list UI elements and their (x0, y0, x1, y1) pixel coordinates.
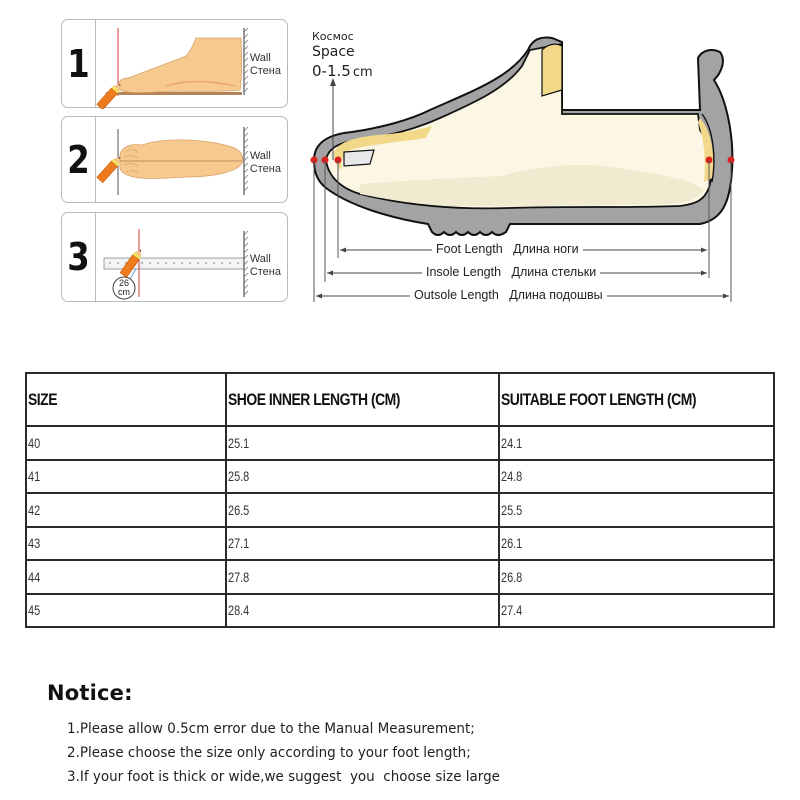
inner-length-cell: 27.1 (226, 527, 500, 561)
foot-length-cell: 24.1 (499, 426, 774, 460)
space-label-en: Space (312, 44, 355, 60)
ruler-reading-badge (113, 279, 135, 297)
table-row (26, 460, 774, 494)
notice-title: Notice: (47, 681, 133, 705)
table-header-row (26, 373, 774, 426)
size-chart-table (25, 372, 775, 628)
step-3-panel (61, 212, 288, 302)
insole-length-en: Insole Length (426, 265, 502, 279)
inner-length-cell: 27.8 (226, 560, 500, 594)
table-row (26, 560, 774, 594)
size-cell: 43 (26, 527, 226, 561)
header-suitable-foot-length: SUITABLE FOOT LENGTH (CM) (499, 373, 774, 426)
space-label-ru: Космос (312, 30, 354, 43)
space-range (312, 62, 373, 80)
wall-label (250, 52, 281, 78)
wall-label-ru: Стена (249, 266, 281, 278)
size-cell: 45 (26, 594, 226, 628)
ruler-reading-value: 26 (118, 278, 129, 288)
wall-label (250, 150, 281, 176)
notice-item: 2.Please choose the size only according to your foot length; (67, 745, 471, 761)
notice-item: 3.If your foot is thick or wide,we suggest you choose size large (67, 769, 500, 785)
step-2-panel (61, 116, 288, 203)
inner-length-cell: 28.4 (226, 594, 500, 628)
insole-length-ru: Длина стельки (511, 265, 597, 279)
wall-label-en: Wall (249, 253, 271, 265)
wall-label-ru: Стена (249, 65, 281, 77)
size-cell: 40 (26, 426, 226, 460)
space-range-value: 0-1.5 (312, 62, 351, 80)
foot-length-label (432, 242, 583, 256)
size-cell: 41 (26, 460, 226, 494)
step-1-panel (61, 19, 288, 108)
table-row (26, 426, 774, 460)
header-shoe-inner-length: SHOE INNER LENGTH (CM) (226, 373, 500, 426)
outsole-length-en: Outsole Length (414, 288, 499, 302)
wall-label-en: Wall (249, 150, 271, 162)
wall-label-en: Wall (249, 52, 271, 64)
step-number: 3 (67, 235, 90, 279)
wall-label-ru: Стена (249, 163, 281, 175)
foot-length-cell: 25.5 (499, 493, 774, 527)
foot-length-cell: 27.4 (499, 594, 774, 628)
step-number: 2 (67, 137, 90, 182)
outsole-length-label (410, 288, 607, 302)
table-row (26, 493, 774, 527)
table-row (26, 527, 774, 561)
foot-length-en: Foot Length (436, 242, 503, 256)
foot-length-cell: 26.1 (499, 527, 774, 561)
wall-label (250, 253, 281, 279)
ruler-reading-unit: cm (118, 287, 130, 297)
inner-length-cell: 26.5 (226, 493, 500, 527)
space-range-unit: cm (352, 65, 373, 80)
notice-item: 1.Please allow 0.5cm error due to the Manual Measurement; (67, 721, 475, 737)
inner-length-cell: 25.1 (226, 426, 500, 460)
outsole-length-ru: Длина подошвы (509, 288, 603, 302)
foot-length-ru: Длина ноги (513, 242, 579, 256)
foot-length-cell: 24.8 (499, 460, 774, 494)
size-cell: 44 (26, 560, 226, 594)
inner-length-cell: 25.8 (226, 460, 500, 494)
foot-length-cell: 26.8 (499, 560, 774, 594)
shoe-cross-section-diagram (300, 10, 750, 310)
table-row (26, 594, 774, 628)
insole-length-label (422, 265, 600, 279)
notice-list (67, 717, 533, 789)
step-number: 1 (67, 41, 90, 86)
size-cell: 42 (26, 493, 226, 527)
header-size: SIZE (26, 373, 226, 426)
